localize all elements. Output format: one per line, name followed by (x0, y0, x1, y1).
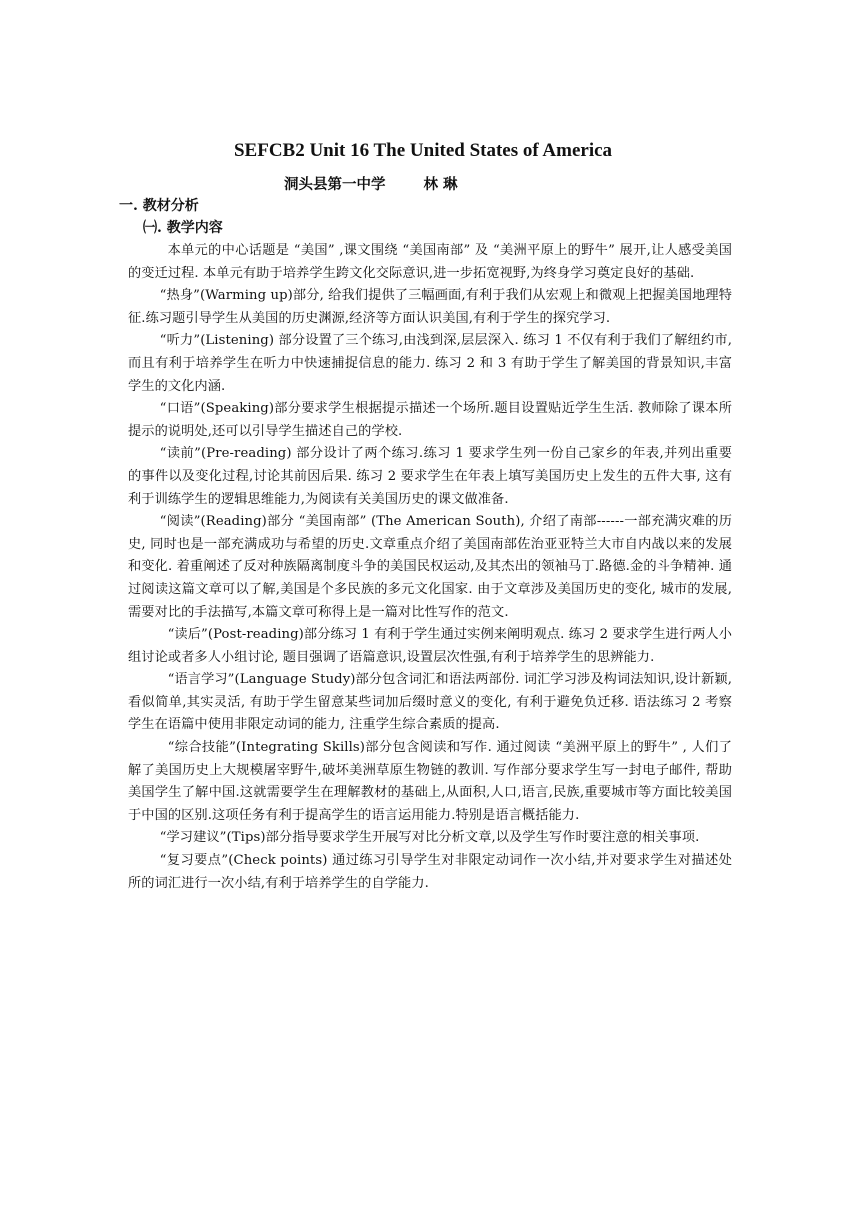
author-line (284, 175, 458, 195)
body-text (128, 240, 732, 895)
subsection-heading: ㈠. 教学内容 (143, 220, 223, 236)
paragraph: “读后”(Post-reading)部分练习 1 有利于学生通过实例来阐明观点. 练习 2 要求学生进行两人小组讨论或者多人小组讨论, 题目强调了语篇意识,设置层次性强,有利于培养学生的思辨能力. (128, 627, 732, 665)
paragraph: “复习要点”(Check points) 通过练习引导学生对非限定动词作一次小结,并对要求学生对描述处所的词汇进行一次小结,有利于培养学生的自学能力. (128, 853, 732, 891)
paragraph: “综合技能”(Integrating Skills)部分包含阅读和写作. 通过阅读 “美洲平原上的野牛” , 人们了解了美国历史上大规模屠宰野牛,破坏美洲草原生物链的教训. 写作部分要求学生写一封电子邮件, 帮助美国学生了解中国.这就需要学生在理解教材的基础上,从面积,人口,语言,民族,重要城市等方面比较美国于中国的区别.这项任务有利于提高学生的语言运用能力.特别是语言概括能力. (128, 740, 732, 823)
paragraph: “语言学习”(Language Study)部分包含词汇和语法两部份. 词汇学习涉及构词法知识,设计新颖,看似简单,其实灵活, 有助于学生留意某些词加后缀时意义的变化, 有利于避免负迁移. 语法练习 2 考察学生在语篇中使用非限定动词的能力, 注重学生综合素质的提高. (128, 672, 732, 733)
paragraph: “读前”(Pre-reading) 部分设计了两个练习.练习 1 要求学生列一份自己家乡的年表,并列出重要的事件以及变化过程,讨论其前因后果. 练习 2 要求学生在年表上填写美国历史上发生的五件大事, 这有利于训练学生的逻辑思维能力,为阅读有关美国历史的课文做准备. (128, 446, 732, 507)
paragraph: “热身”(Warming up)部分, 给我们提供了三幅画面,有利于我们从宏观上和微观上把握美国地理特征.练习题引导学生从美国的历史渊源,经济等方面认识美国,有利于学生的探究学习. (128, 288, 732, 326)
paragraph: “阅读”(Reading)部分 “美国南部” (The American South), 介绍了南部------一部充满灾难的历史, 同时也是一部充满成功与希望的历史.文章重点介绍了美国南部佐治亚亚特兰大市自内战以来的发展和变化. 着重阐述了反对种族隔离制度斗争的美国民权运动,及其杰出的领袖马丁.路德.金的斗争精神. 通过阅读这篇文章可以了解,美国是个多民族的多元文化国家. 由于文章涉及美国历史的变化, 城市的发展, 需要对比的手法描写,本篇文章可称得上是一篇对比性写作的范文. (128, 514, 732, 620)
paragraph: “听力”(Listening) 部分设置了三个练习,由浅到深,层层深入. 练习 1 不仅有利于我们了解纽约市,而且有利于培养学生在听力中快速捕捉信息的能力. 练习 2 和 3 有助于学生了解美国的背景知识,丰富学生的文化内涵. (128, 333, 732, 394)
document-title: SEFCB2 Unit 16 The United States of America (233, 140, 613, 161)
paragraph: 本单元的中心话题是 “美国” ,课文围绕 “美国南部” 及 “美洲平原上的野牛” 展开,让人感受美国的变迁过程. 本单元有助于培养学生跨文化交际意识,进一步拓宽视野,为终身学习奠定良好的基础. (128, 243, 732, 281)
section-heading: 一. 教材分析 (119, 198, 199, 214)
school-name: 洞头县第一中学 (284, 176, 386, 193)
author-name: 林 琳 (423, 176, 458, 193)
paragraph: “学习建议”(Tips)部分指导要求学生开展写对比分析文章,以及学生写作时要注意的相关事项. (159, 830, 700, 846)
paragraph: “口语”(Speaking)部分要求学生根据提示描述一个场所.题目设置贴近学生生活. 教师除了课本所提示的说明处,还可以引导学生描述自己的学校. (128, 401, 732, 439)
